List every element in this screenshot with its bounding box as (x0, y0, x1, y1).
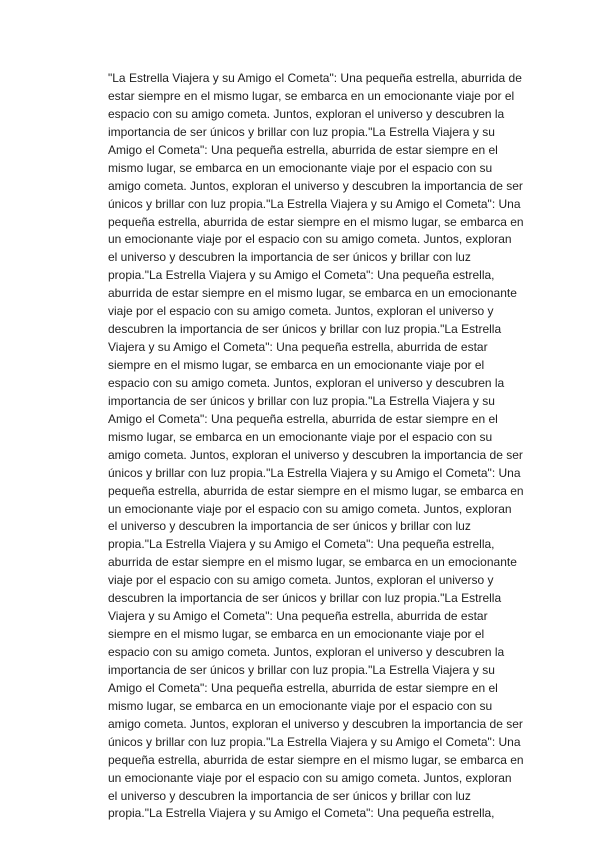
text-line: mismo lugar, se embarca en un emocionante viaje por el espacio con su (108, 698, 493, 713)
text-line: amigo cometa. Juntos, exploran el universo y descubren la importancia de ser (108, 447, 523, 462)
text-line: siempre en el mismo lugar, se embarca en un emocionante viaje por el (108, 358, 485, 372)
text-line: Amigo el Cometa": Una pequeña estrella, aburrida de estar siempre en el (108, 142, 498, 157)
text-line: descubren la importancia de ser únicos y brillar con luz propia."La Estrella (108, 322, 502, 337)
text-line: propia."La Estrella Viajera y su Amigo el Cometa": Una pequeña estrella, (108, 806, 495, 821)
text-line: Amigo el Cometa": Una pequeña estrella, aburrida de estar siempre en el (108, 411, 498, 426)
text-line: "La Estrella Viajera y su Amigo el Cometa": Una pequeña estrella, aburrida de (108, 71, 522, 85)
text-line: viaje por el espacio con su amigo cometa. Juntos, exploran el universo y (108, 304, 494, 319)
text-line: amigo cometa. Juntos, exploran el universo y descubren la importancia de ser (108, 716, 523, 731)
text-line: únicos y brillar con luz propia."La Estrella Viajera y su Amigo el Cometa": Una (108, 465, 521, 480)
text-line: Viajera y su Amigo el Cometa": Una pequeña estrella, aburrida de estar (108, 340, 488, 355)
text-line: espacio con su amigo cometa. Juntos, exploran el universo y descubren la (108, 106, 505, 121)
text-line: mismo lugar, se embarca en un emocionante viaje por el espacio con su (108, 429, 493, 444)
text-line: pequeña estrella, aburrida de estar siempre en el mismo lugar, se embarca en (108, 483, 524, 498)
text-line: descubren la importancia de ser únicos y brillar con luz propia."La Estrella (108, 591, 502, 606)
text-line: Amigo el Cometa": Una pequeña estrella, aburrida de estar siempre en el (108, 680, 498, 695)
text-line: propia."La Estrella Viajera y su Amigo el Cometa": Una pequeña estrella, (108, 268, 495, 283)
text-line: amigo cometa. Juntos, exploran el universo y descubren la importancia de ser (108, 178, 523, 193)
text-line: el universo y descubren la importancia de ser únicos y brillar con luz (108, 519, 471, 534)
text-line: propia."La Estrella Viajera y su Amigo el Cometa": Una pequeña estrella, (108, 537, 495, 552)
text-line: espacio con su amigo cometa. Juntos, exploran el universo y descubren la (108, 375, 505, 390)
text-line: mismo lugar, se embarca en un emocionante viaje por el espacio con su (108, 160, 493, 175)
text-line: aburrida de estar siempre en el mismo lugar, se embarca en un emocionante (108, 555, 517, 570)
text-line: siempre en el mismo lugar, se embarca en un emocionante viaje por el (108, 627, 485, 642)
text-line: únicos y brillar con luz propia."La Estrella Viajera y su Amigo el Cometa": Una (108, 734, 521, 749)
text-line: aburrida de estar siempre en el mismo lugar, se embarca en un emocionante (108, 286, 517, 301)
text-line: viaje por el espacio con su amigo cometa. Juntos, exploran el universo y (108, 573, 494, 588)
text-line: Viajera y su Amigo el Cometa": Una pequeña estrella, aburrida de estar (108, 609, 488, 624)
text-line: espacio con su amigo cometa. Juntos, exploran el universo y descubren la (108, 645, 505, 659)
text-line: el universo y descubren la importancia de ser únicos y brillar con luz (108, 788, 471, 803)
text-line: un emocionante viaje por el espacio con su amigo cometa. Juntos, exploran (108, 232, 512, 247)
text-line: estar siempre en el mismo lugar, se embarca en un emocionante viaje por el (108, 88, 515, 103)
text-line: importancia de ser únicos y brillar con luz propia."La Estrella Viajera y su (108, 393, 495, 408)
text-line: importancia de ser únicos y brillar con luz propia."La Estrella Viajera y su (108, 662, 495, 677)
text-line: un emocionante viaje por el espacio con su amigo cometa. Juntos, exploran (108, 501, 512, 516)
body-text (108, 70, 528, 823)
text-line: pequeña estrella, aburrida de estar siempre en el mismo lugar, se embarca en (108, 752, 524, 767)
text-line: pequeña estrella, aburrida de estar siempre en el mismo lugar, se embarca en (108, 214, 524, 229)
text-line: el universo y descubren la importancia de ser únicos y brillar con luz (108, 250, 471, 265)
text-line: únicos y brillar con luz propia."La Estrella Viajera y su Amigo el Cometa": Una (108, 196, 521, 211)
text-line: importancia de ser únicos y brillar con luz propia."La Estrella Viajera y su (108, 124, 495, 139)
text-line: un emocionante viaje por el espacio con su amigo cometa. Juntos, exploran (108, 770, 512, 785)
